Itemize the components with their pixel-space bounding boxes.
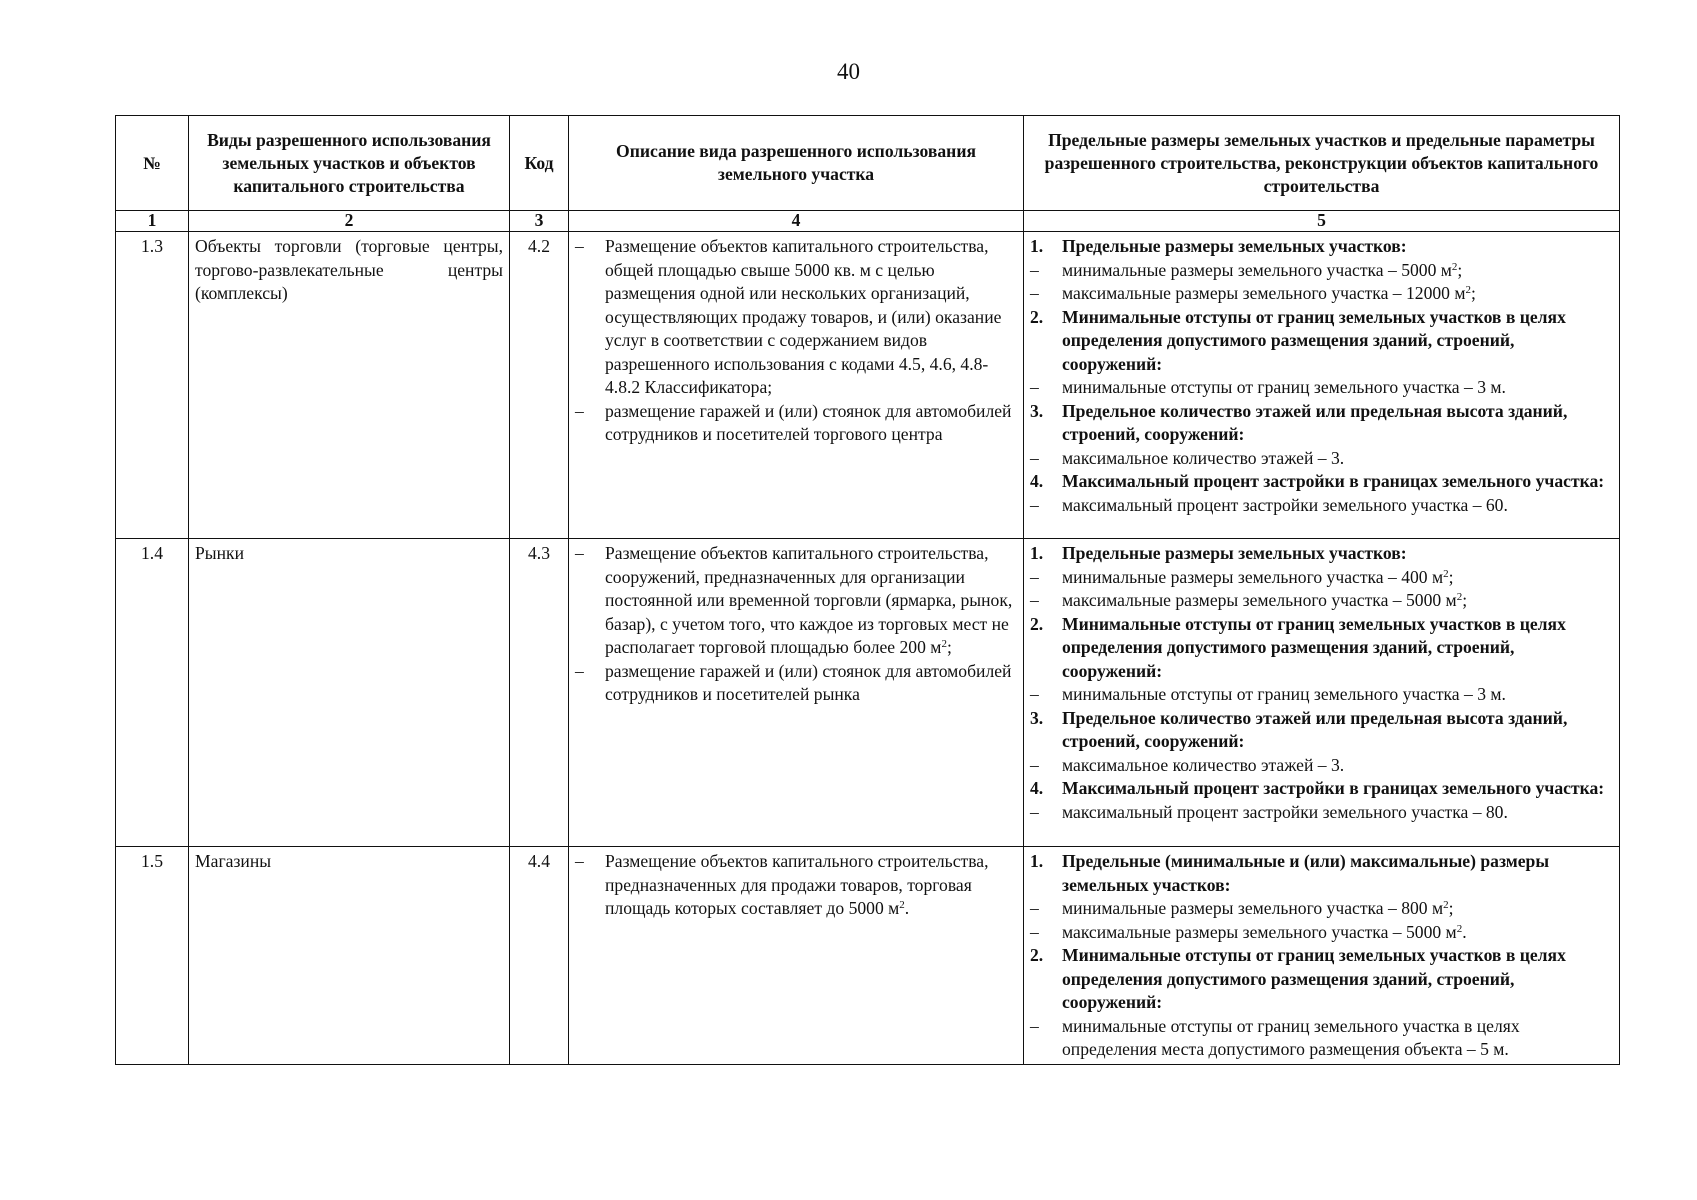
parameter-item <box>1024 589 1619 613</box>
text-run: Предельные размеры земельных участков: <box>1062 543 1407 563</box>
text-tail: . <box>904 898 910 918</box>
parameter-text <box>1062 494 1619 518</box>
item-number: 3. <box>1030 400 1044 421</box>
text-run: Предельное количество этажей или предельная высота зданий, строений, сооружений: <box>1062 400 1568 444</box>
parameter-heading <box>1024 470 1619 494</box>
parameter-item <box>1024 447 1619 471</box>
text-run: Максимальный процент застройки в границах земельного участка: <box>1062 471 1605 491</box>
text-tail: ; <box>1471 283 1476 303</box>
parameter-text <box>1062 376 1619 400</box>
parameter-heading <box>1024 400 1619 447</box>
column-number: 1 <box>116 211 189 232</box>
bullet-dash: – <box>1030 1015 1039 1036</box>
superscript: 2 <box>1443 567 1449 580</box>
parameter-heading <box>1024 777 1619 801</box>
bullet-dash: – <box>1030 377 1039 397</box>
description-text <box>605 235 1023 400</box>
column-number: 5 <box>1024 211 1620 232</box>
bullet-dash: – <box>575 236 584 256</box>
bullet-dash: – <box>575 400 584 421</box>
parameter-item <box>1024 754 1619 778</box>
superscript: 2 <box>899 899 905 911</box>
text-run: размещение гаражей и (или) стоянок для автомобилей сотрудников и посетителей рынка <box>605 660 1012 704</box>
parameter-text <box>1062 850 1619 897</box>
text-run: размещение гаражей и (или) стоянок для автомобилей сотрудников и посетителей торгового центра <box>605 400 1012 444</box>
limit-parameters <box>1024 232 1620 539</box>
description-text <box>605 400 1023 447</box>
use-description <box>569 847 1024 1065</box>
parameter-text <box>1062 754 1619 778</box>
parameter-heading <box>1024 707 1619 754</box>
table-row <box>116 847 1620 1065</box>
parameter-text <box>1062 613 1619 684</box>
parameter-text <box>1062 1015 1619 1062</box>
text-tail: ; <box>1462 590 1468 610</box>
parameter-item <box>1024 897 1619 921</box>
text-run: Размещение объектов капитального строительства, сооружений, предназначенных для организации постоянной или временной торговли (ярмарка, рынок, базар), с учетом того, что каждое из торговых мест не располагает торговой площадью более 200 м <box>605 543 1013 657</box>
item-number: 4. <box>1030 471 1044 491</box>
parameter-heading <box>1024 613 1619 684</box>
item-number: 2. <box>1030 306 1044 327</box>
item-number: 2. <box>1030 613 1044 634</box>
text-tail: ; <box>1448 566 1454 587</box>
text-run: максимальные размеры земельного участка – 5000 м <box>1062 590 1457 610</box>
description-item <box>569 400 1023 447</box>
header-kind: Виды разрешенного использования земельных участков и объектов капитального строительства <box>189 116 510 211</box>
parameter-text <box>1062 566 1619 590</box>
text-run: минимальные размеры земельного участка – 400 м <box>1062 566 1444 587</box>
item-number: 1. <box>1030 543 1044 563</box>
row-number: 1.3 <box>116 232 189 539</box>
header-num: № <box>116 116 189 211</box>
limit-parameters <box>1024 847 1620 1065</box>
use-kind-name: Объекты торговли (торговые центры, торгово-развлекательные центры (комплексы) <box>189 232 510 539</box>
use-code: 4.3 <box>510 539 569 847</box>
parameter-text <box>1062 921 1619 945</box>
text-run: Размещение объектов капитального строительства, общей площадью свыше 5000 кв. м с целью размещения одной или нескольких организаций, осуществляющих продажу товаров, и (или) оказание услуг в соответствии с содержанием видов разрешенного использования с кодами 4.5, 4.6, 4.8-4.8.2 Классификатора; <box>605 236 1002 397</box>
column-number-row <box>116 211 1620 232</box>
table-header-row <box>116 116 1620 211</box>
text-run: минимальные размеры земельного участка – 5000 м <box>1062 259 1452 280</box>
use-code: 4.4 <box>510 847 569 1065</box>
text-run: Предельные размеры земельных участков: <box>1062 236 1407 256</box>
parameter-text <box>1062 897 1619 921</box>
parameter-text <box>1062 777 1619 801</box>
bullet-dash: – <box>1030 566 1039 587</box>
text-run: максимальные размеры земельного участка – 5000 м <box>1062 921 1457 942</box>
description-text <box>605 542 1023 660</box>
parameter-text <box>1062 235 1619 259</box>
description-text <box>605 660 1023 707</box>
bullet-dash: – <box>1030 921 1039 942</box>
parameter-heading <box>1024 542 1619 566</box>
text-run: Максимальный процент застройки в границах земельного участка: <box>1062 778 1605 798</box>
bullet-dash: – <box>1030 684 1039 704</box>
use-description <box>569 539 1024 847</box>
parameter-text <box>1062 259 1619 283</box>
text-run: Предельное количество этажей или предельная высота зданий, строений, сооружений: <box>1062 707 1568 751</box>
superscript: 2 <box>1465 284 1471 296</box>
page-number: 40 <box>837 59 860 84</box>
item-number: 3. <box>1030 707 1044 728</box>
limit-parameters <box>1024 539 1620 847</box>
column-number: 4 <box>569 211 1024 232</box>
text-tail: . <box>1462 921 1467 942</box>
description-item <box>569 235 1023 400</box>
parameter-text <box>1062 470 1619 494</box>
text-run: Минимальные отступы от границ земельных участков в целях определения допустимого размещения зданий, строений, сооружений: <box>1062 306 1566 374</box>
parameter-item <box>1024 566 1619 590</box>
column-number: 3 <box>510 211 569 232</box>
bullet-dash: – <box>575 660 584 681</box>
text-run: минимальные отступы от границ земельного участка – 3 м. <box>1062 377 1506 397</box>
header-desc: Описание вида разрешенного использования земельного участка <box>569 116 1024 211</box>
text-run: Предельные (минимальные и (или) максимальные) размеры земельных участков: <box>1062 851 1550 895</box>
bullet-dash: – <box>1030 259 1039 280</box>
text-run: Минимальные отступы от границ земельных участков в целях определения допустимого размещения зданий, строений, сооружений: <box>1062 613 1566 681</box>
text-run: максимальный процент застройки земельного участка – 80. <box>1062 801 1508 822</box>
bullet-dash: – <box>1030 283 1039 303</box>
parameter-text <box>1062 707 1619 754</box>
description-item <box>569 542 1023 660</box>
superscript: 2 <box>1443 899 1449 911</box>
header-params: Предельные размеры земельных участков и предельные параметры разрешенного строительства, реконструкции объектов капитального строительства <box>1024 116 1620 211</box>
parameter-text <box>1062 542 1619 566</box>
text-tail: ; <box>1448 898 1454 918</box>
text-run: максимальное количество этажей – 3. <box>1062 754 1345 775</box>
parameter-item <box>1024 376 1619 400</box>
use-kind-name: Рынки <box>189 539 510 847</box>
text-run: максимальные размеры земельного участка – 12000 м <box>1062 283 1466 303</box>
use-kind-name: Магазины <box>189 847 510 1065</box>
bullet-dash: – <box>1030 754 1039 775</box>
parameter-item <box>1024 1015 1619 1062</box>
parameter-text <box>1062 282 1619 306</box>
row-number: 1.4 <box>116 539 189 847</box>
parameter-heading <box>1024 850 1619 897</box>
text-tail: ; <box>1457 259 1463 280</box>
text-run: минимальные размеры земельного участка – 800 м <box>1062 898 1444 918</box>
header-code: Код <box>510 116 569 211</box>
bullet-dash: – <box>575 543 584 563</box>
land-use-table <box>115 115 1620 1065</box>
text-run: минимальные отступы от границ земельного участка – 3 м. <box>1062 684 1506 704</box>
bullet-dash: – <box>1030 898 1039 918</box>
row-number: 1.5 <box>116 847 189 1065</box>
table-row <box>116 539 1620 847</box>
parameter-heading <box>1024 944 1619 1015</box>
parameter-item <box>1024 259 1619 283</box>
description-item <box>569 660 1023 707</box>
parameter-heading <box>1024 306 1619 377</box>
description-text <box>605 850 1023 921</box>
parameter-text <box>1062 944 1619 1015</box>
bullet-dash: – <box>1030 801 1039 822</box>
item-number: 2. <box>1030 945 1044 965</box>
parameter-heading <box>1024 235 1619 259</box>
parameter-text <box>1062 400 1619 447</box>
text-tail: ; <box>946 637 952 657</box>
bullet-dash: – <box>1030 590 1039 610</box>
bullet-dash: – <box>1030 447 1039 468</box>
column-number: 2 <box>189 211 510 232</box>
parameter-item <box>1024 921 1619 945</box>
bullet-dash: – <box>575 851 584 871</box>
item-number: 1. <box>1030 851 1044 871</box>
superscript: 2 <box>941 638 947 650</box>
use-description <box>569 232 1024 539</box>
table-row <box>116 232 1620 539</box>
text-run: Минимальные отступы от границ земельных участков в целях определения допустимого размещения зданий, строений, сооружений: <box>1062 945 1566 1012</box>
superscript: 2 <box>1456 922 1463 935</box>
text-run: минимальные отступы от границ земельного участка в целях определения места допустимого размещения объекта – 5 м. <box>1062 1015 1520 1059</box>
parameter-text <box>1062 589 1619 613</box>
item-number: 4. <box>1030 778 1044 798</box>
text-run: Размещение объектов капитального строительства, предназначенных для продажи товаров, торговая площадь которых составляет до 5000 м <box>605 851 989 918</box>
description-item <box>569 850 1023 921</box>
superscript: 2 <box>1451 260 1458 273</box>
item-number: 1. <box>1030 236 1044 256</box>
bullet-dash: – <box>1030 494 1039 515</box>
text-run: максимальный процент застройки земельного участка – 60. <box>1062 494 1508 515</box>
use-code: 4.2 <box>510 232 569 539</box>
parameter-text <box>1062 447 1619 471</box>
superscript: 2 <box>1456 591 1463 603</box>
table-body <box>116 232 1620 1065</box>
parameter-text <box>1062 306 1619 377</box>
parameter-item <box>1024 494 1619 518</box>
parameter-text <box>1062 683 1619 707</box>
parameter-item <box>1024 282 1619 306</box>
parameter-item <box>1024 683 1619 707</box>
text-run: максимальное количество этажей – 3. <box>1062 447 1345 468</box>
parameter-item <box>1024 801 1619 825</box>
parameter-text <box>1062 801 1619 825</box>
